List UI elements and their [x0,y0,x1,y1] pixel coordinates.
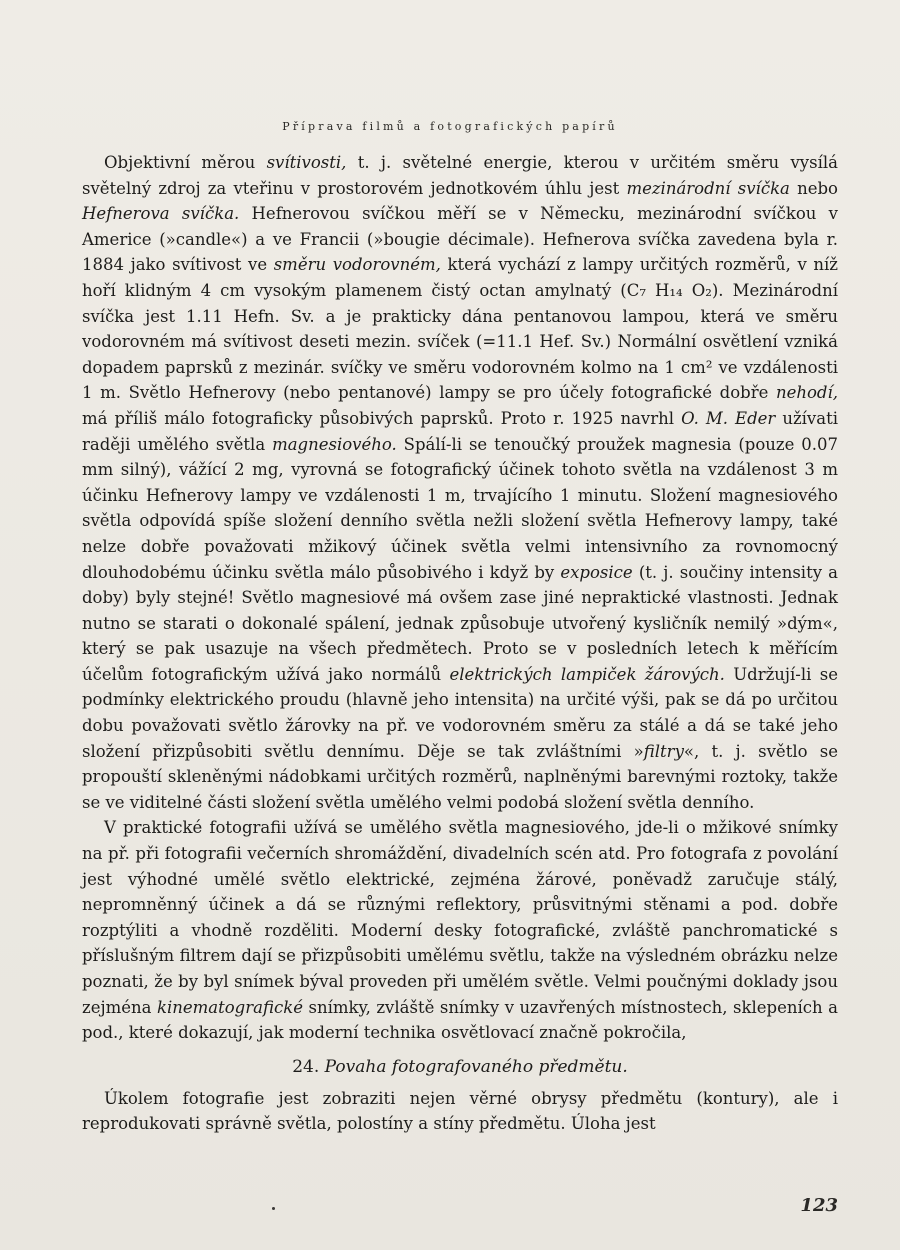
text-run: užívati raději umělého světla [82,408,838,454]
emphasized-text: směru vodorovném, [273,255,441,275]
emphasized-text: magnesiového. [272,434,397,454]
text-run: V praktické fotografii užívá se umělého světla magnesiového, jde-li o mžikové snímky na př. při fotografii večerních shromáždění, divadelních scén atd. Pro fotografa z povolání jest výhodné umělé světlo elektrické, zejména žárové, poněvadž zaručuje stálý, nepromněnný účinek a dá se různými reflektory, průsvitnými stěnami a pod. dobře rozptýliti a vhodně rozděliti. Moderní desky fotografické, zvláště panchromatické s příslušným filtrem dají se přizpůsobiti umělému světlu, takže na výsledném obrázku nelze poznati, že by byl snímek býval proveden při umělém světle. Velmi poučnými doklady jsou zejména [82,818,838,1017]
text-run: Objektivní měrou [104,153,267,172]
text-run: Spálí-li se tenoučký proužek magnesia (pouze 0.07 mm silný), vážící 2 mg, vyrovná se fotografický účinek tohoto světla na vzdálenost 3 m účinku Hefnerovy lampy ve vzdálenosti 1 m, trvajícího 1 minutu. Složení magnesiového světla odpovídá spíše složení denního světla nežli složení světla Hefnerovy lampy, také nelze dobře považovati mžikový účinek světla velmi intensivního za rovnomocný dlouhodobému účinku světla málo působivého i když by [82,434,839,582]
text-run: Hefnerovou svíčkou měří se v Německu, mezinárodní svíčkou v Americe (»candle«) a ve Francii (»bougie décimale). Hefnerova svíčka zavedena byla r. 1884 jako svítivost ve [82,204,838,275]
section-number: 24. [292,1056,320,1077]
paragraph-1 [82,150,838,815]
text-run: nebo [789,178,838,198]
text-run: t. j. světelné energie, kterou v určitém směru vysílá světelný zdroj za vteřinu v prostorovém jednotkovém úhlu jest [82,153,838,198]
text-run: Udržují-li se podmínky elektrického proudu (hlavně jeho intensita) na určité výši, pak se dá po určitou dobu považovati světlo žárovky na př. ve vodorovném směru za stálé a dá se také jeho složení přizpůsobiti světlu dennímu. Děje se tak zvláštními » [82,664,838,761]
text-run: (t. j. součiny intensity a doby) byly stejné! Světlo magnesiové má ovšem zase jiné nepraktické vlastnosti. Jednak nutno se starati o dokonalé spálení, jednak způsobuje utvořený kysličník nemilý »dým«, který se pak usazuje na všech předmětech. Proto se v posledních letech k měřícím účelům fotografickým užívá jako normálů [82,562,838,684]
section-title: Povaha fotografovaného předmětu. [324,1056,628,1077]
emphasized-text: O. M. Eder [681,408,776,428]
emphasized-text: svítivosti, [266,153,347,172]
paragraph-2 [82,815,838,1045]
body-text [82,150,838,1137]
text-run: má příliš málo fotograficky působivých paprsků. Proto r. 1925 navrhl [82,408,682,428]
running-head: Příprava filmů a fotografických papírů [282,120,618,133]
emphasized-text: mezinárodní svíčka [626,178,790,198]
text-run: «, t. j. světlo se propouští skleněnými nádobkami určitých rozměrů, naplněnými barevnými roztoky, takže se ve viditelné části složení světla umělého velmi podobá složení světla denního. [82,741,838,812]
emphasized-text: exposice [560,562,633,582]
emphasized-text: kinematografické [156,997,303,1017]
paragraph-3: Úkolem fotografie jest zobraziti nejen věrné obrysy předmětu (kontury), ale i reprodukovati správně světla, polostíny a stíny předmětu. Úloha jest [82,1088,838,1134]
ink-speck [272,1207,275,1210]
emphasized-text: nehodí, [775,383,838,403]
emphasized-text: elektrických lampiček žárových. [449,664,725,684]
section-heading [82,1054,838,1080]
emphasized-text: Hefnerova svíčka. [82,204,240,224]
text-run: která vychází z lampy určitých rozměrů, v níž hoří klidným 4 cm vysokým plamenem čistý octan amylnatý (C₇ H₁₄ O₂). Mezinárodní svíčka jest 1.11 Hefn. Sv. a je prakticky dána pentanovou lampou, která ve směru vodorovném má svítivost deseti mezin. svíček (=11.1 Hef. Sv.) Normální osvětlení vzniká dopadem paprsků z mezinár. svíčky ve směru vodorovném kolmo na 1 cm² ve vzdálenosti 1 m. Světlo Hefnerovy (nebo pentanové) lampy se pro účely fotografické dobře [82,255,838,403]
page-number: 123 [800,1195,838,1216]
emphasized-text: filtry [643,741,684,761]
text-run: snímky, zvláště snímky v uzavřených místnostech, sklepeních a pod., které dokazují, jak moderní technika osvětlovací značně pokročila, [82,997,838,1043]
